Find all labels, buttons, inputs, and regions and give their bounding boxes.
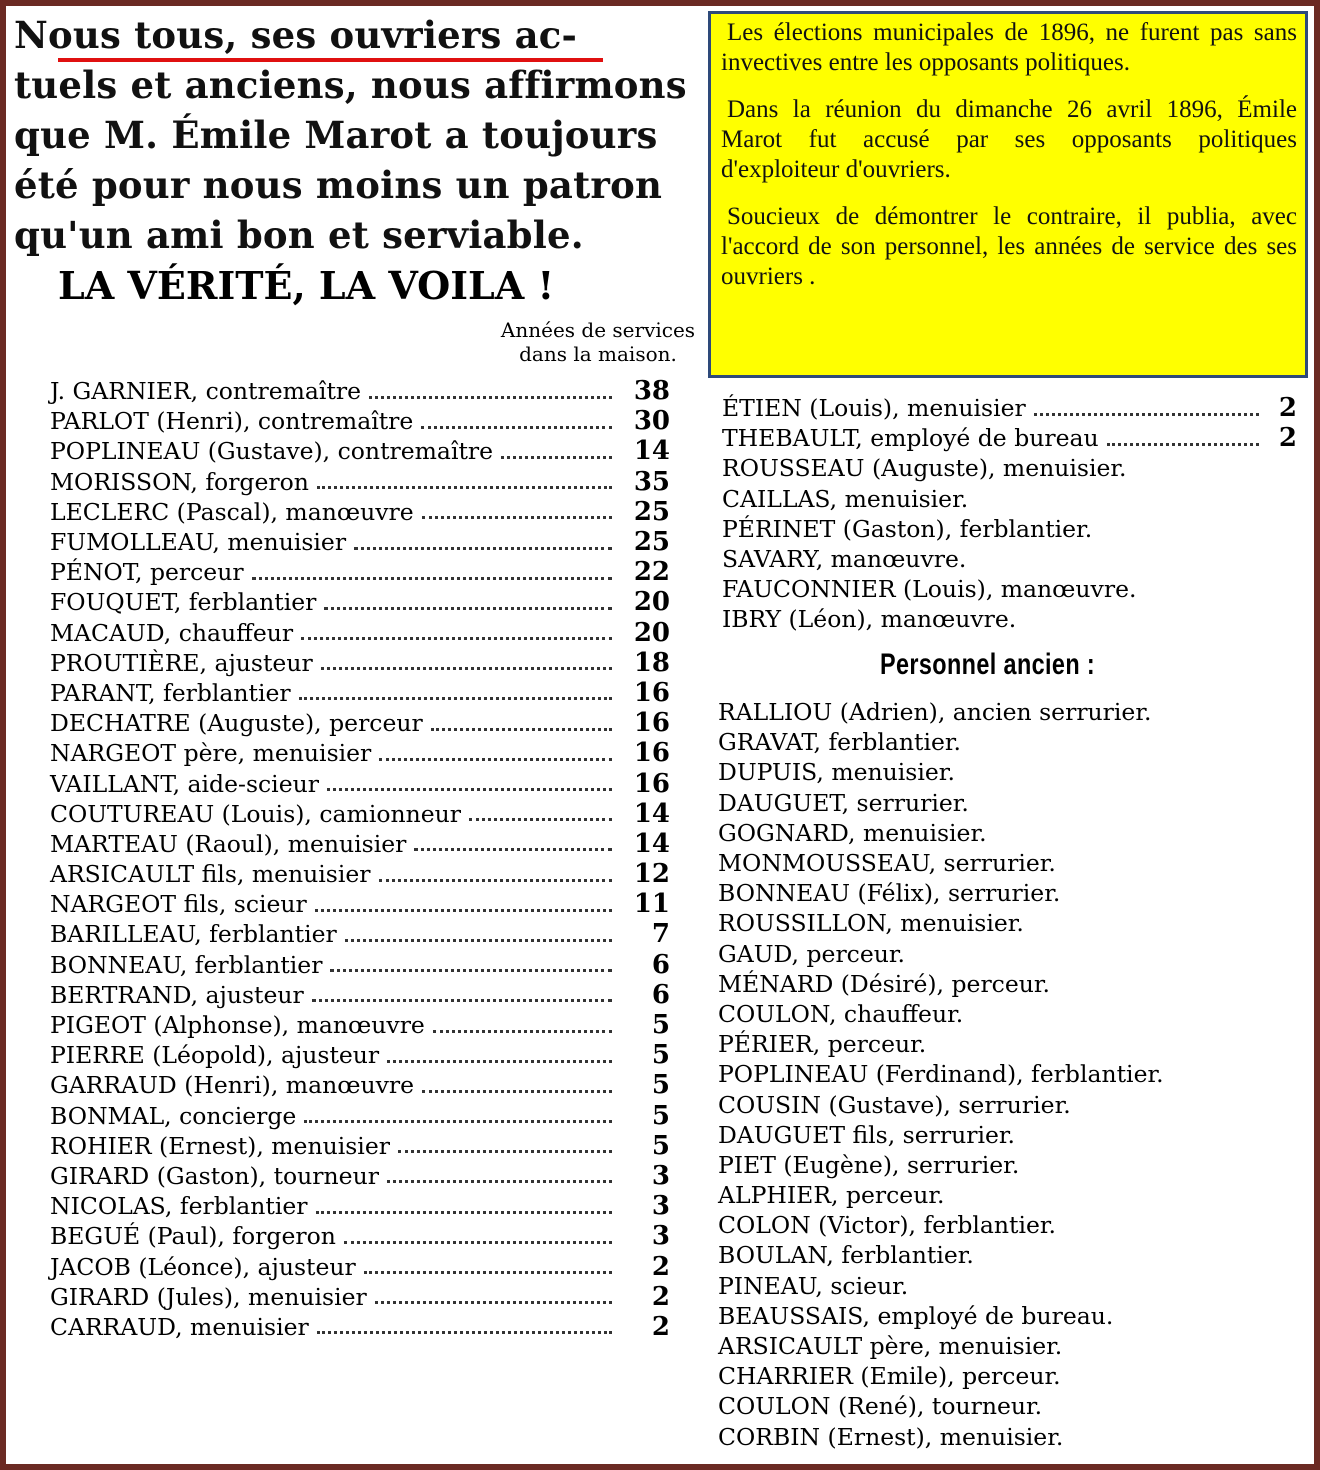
- worker-name: PARLOT (Henri), contremaître: [50, 407, 414, 436]
- worker-name: COULON, chauffeur.: [718, 999, 964, 1028]
- former-staff-heading: Personnel ancien :: [880, 648, 1096, 681]
- worker-row: [722, 484, 1297, 514]
- worker-row: [718, 1180, 1293, 1210]
- worker-name: ROHIER (Ernest), menuisier: [50, 1131, 390, 1160]
- worker-name: BEAUSSAIS, employé de bureau.: [718, 1301, 1114, 1330]
- leader-dots: [422, 516, 612, 519]
- worker-name: COULON (René), tourneur.: [718, 1392, 1043, 1421]
- leader-dots: [327, 788, 612, 791]
- worker-row: [722, 544, 1297, 574]
- intro-line: qu'un ami bon et serviable.: [14, 213, 584, 257]
- worker-years: 6: [651, 949, 670, 980]
- worker-name: ROUSSEAU (Auguste), menuisier.: [722, 454, 1127, 483]
- worker-row: [50, 859, 670, 889]
- worker-years: 18: [633, 647, 670, 678]
- worker-name: COLON (Victor), ferblantier.: [718, 1211, 1057, 1240]
- worker-row: [718, 1029, 1293, 1059]
- worker-name: THEBAULT, employé de bureau: [722, 424, 1099, 453]
- worker-row: [50, 1040, 670, 1070]
- worker-years: 25: [633, 496, 670, 527]
- worker-row: [718, 969, 1293, 999]
- worker-row: [50, 1221, 670, 1251]
- worker-row: [718, 1422, 1293, 1452]
- former-staff-list: [718, 697, 1293, 1452]
- intro-paragraph: [14, 10, 694, 260]
- leader-dots: [1107, 443, 1259, 446]
- info-box: [708, 11, 1308, 378]
- worker-row: [50, 1010, 670, 1040]
- leader-dots: [369, 396, 612, 399]
- worker-years: 30: [633, 406, 670, 437]
- worker-name: NICOLAS, ferblantier: [50, 1192, 308, 1221]
- worker-name: FAUCONNIER (Louis), manœuvre.: [722, 575, 1137, 604]
- worker-row: [50, 618, 670, 648]
- worker-name: GARRAUD (Henri), manœuvre: [50, 1071, 414, 1100]
- worker-row: [718, 1120, 1293, 1150]
- leader-dots: [301, 637, 612, 640]
- worker-name: MÉNARD (Désiré), perceur.: [718, 969, 1051, 998]
- worker-name: GAUD, perceur.: [718, 939, 906, 968]
- worker-years: 20: [633, 587, 670, 618]
- leader-dots: [364, 1271, 612, 1274]
- leader-dots: [387, 1060, 612, 1063]
- worker-row: [50, 587, 670, 617]
- worker-years: 16: [633, 738, 670, 769]
- worker-name: BEGUÉ (Paul), forgeron: [50, 1222, 336, 1251]
- leader-dots: [375, 1301, 612, 1304]
- worker-name: FUMOLLEAU, menuisier: [50, 528, 347, 557]
- worker-years: 14: [633, 436, 670, 467]
- leader-dots: [304, 1120, 612, 1123]
- worker-years: 11: [633, 889, 670, 920]
- worker-name: BONNEAU (Félix), serrurier.: [718, 879, 1061, 908]
- worker-name: CHARRIER (Emile), perceur.: [718, 1362, 1061, 1391]
- worker-row: [50, 557, 670, 587]
- worker-name: FOUQUET, ferblantier: [50, 588, 317, 617]
- leader-dots: [433, 1030, 612, 1033]
- worker-years: 16: [633, 677, 670, 708]
- worker-row: [718, 1391, 1293, 1421]
- worker-name: DAUGUET, serrurier.: [718, 788, 969, 817]
- worker-row: [50, 768, 670, 798]
- slogan-heading: LA VÉRITÉ, LA VOILA !: [58, 263, 555, 308]
- worker-row: [50, 1101, 670, 1131]
- worker-name: PARANT, ferblantier: [50, 678, 291, 707]
- worker-name: DAUGUET fils, serrurier.: [718, 1120, 1016, 1149]
- worker-row: [722, 423, 1297, 453]
- worker-row: [50, 497, 670, 527]
- info-paragraph: Soucieux de démontrer le contraire, il publia, avec l'accord de son personnel, les années de service des ses ouvriers .: [721, 203, 1297, 290]
- intro-line: que M. Émile Marot a toujours: [14, 113, 658, 157]
- worker-name: POPLINEAU (Ferdinand), ferblantier.: [718, 1060, 1164, 1089]
- worker-row: [50, 980, 670, 1010]
- worker-name: NARGEOT père, menuisier: [50, 739, 372, 768]
- worker-name: BOULAN, ferblantier.: [718, 1241, 974, 1270]
- leader-dots: [421, 426, 612, 429]
- worker-row: [718, 697, 1293, 727]
- leader-dots: [469, 818, 612, 821]
- leader-dots: [324, 607, 612, 610]
- worker-name: GIRARD (Jules), menuisier: [50, 1282, 367, 1311]
- leader-dots: [387, 1180, 612, 1183]
- worker-row: [50, 1312, 670, 1342]
- leader-dots: [379, 758, 612, 761]
- worker-years: 5: [651, 1070, 670, 1101]
- years-column-header: [498, 318, 698, 366]
- worker-years: 3: [651, 1191, 670, 1222]
- worker-name: NARGEOT fils, scieur: [50, 890, 307, 919]
- worker-years: 5: [651, 1010, 670, 1041]
- leader-dots: [398, 1150, 612, 1153]
- worker-row: [718, 1331, 1293, 1361]
- worker-name: PÉNOT, perceur: [50, 558, 244, 587]
- worker-name: BERTRAND, ajusteur: [50, 980, 304, 1009]
- worker-name: COUSIN (Gustave), serrurier.: [718, 1090, 1071, 1119]
- worker-name: J. GARNIER, contremaître: [50, 377, 362, 406]
- worker-row: [50, 1131, 670, 1161]
- worker-name: ALPHIER, perceur.: [718, 1181, 945, 1210]
- info-paragraph: Les élections municipales de 1896, ne furent pas sans invectives entre les opposants politiques.: [721, 19, 1297, 76]
- info-paragraph: Dans la réunion du dimanche 26 avril 1896, Émile Marot fut accusé par ses opposants politiques d'exploiteur d'ouvriers.: [721, 96, 1297, 183]
- worker-name: GOGNARD, menuisier.: [718, 818, 987, 847]
- leader-dots: [316, 1211, 612, 1214]
- leader-dots: [422, 1090, 612, 1093]
- worker-row: [50, 467, 670, 497]
- worker-row: [722, 604, 1297, 634]
- worker-name: VAILLANT, aide-scieur: [50, 769, 319, 798]
- worker-name: ÉTIEN (Louis), menuisier: [722, 394, 1026, 423]
- leader-dots: [379, 879, 612, 882]
- worker-row: [718, 1271, 1293, 1301]
- leader-dots: [414, 848, 612, 851]
- worker-row: [50, 648, 670, 678]
- leader-dots: [317, 1331, 612, 1334]
- worker-row: [718, 727, 1293, 757]
- leader-dots: [312, 999, 612, 1002]
- worker-name: MACAUD, chauffeur: [50, 618, 294, 647]
- current-workers-list-continued: [722, 393, 1297, 635]
- intro-line: Nous tous, ses ouvriers ac-: [14, 13, 578, 57]
- worker-years: 20: [633, 617, 670, 648]
- worker-name: PINEAU, scieur.: [718, 1271, 909, 1300]
- worker-row: [50, 376, 670, 406]
- worker-row: [50, 678, 670, 708]
- worker-years: 25: [633, 527, 670, 558]
- worker-name: ROUSSILLON, menuisier.: [718, 909, 1024, 938]
- worker-name: SAVARY, manœuvre.: [722, 545, 967, 574]
- leader-dots: [252, 577, 612, 580]
- worker-years: 14: [633, 798, 670, 829]
- worker-row: [722, 574, 1297, 604]
- worker-name: IBRY (Léon), manœuvre.: [722, 605, 1017, 634]
- worker-name: CAILLAS, menuisier.: [722, 484, 969, 513]
- worker-name: PIGEOT (Alphonse), manœuvre: [50, 1011, 425, 1040]
- worker-row: [718, 757, 1293, 787]
- worker-years: 38: [633, 376, 670, 407]
- worker-row: [718, 818, 1293, 848]
- worker-name: DUPUIS, menuisier.: [718, 758, 955, 787]
- worker-name: COUTUREAU (Louis), camionneur: [50, 799, 462, 828]
- worker-name: JACOB (Léonce), ajusteur: [50, 1252, 356, 1281]
- leader-dots: [330, 969, 612, 972]
- worker-name: PÉRINET (Gaston), ferblantier.: [722, 514, 1093, 543]
- worker-row: [50, 1070, 670, 1100]
- worker-name: RALLIOU (Adrien), ancien serrurier.: [718, 698, 1152, 727]
- worker-years: 2: [651, 1251, 670, 1282]
- worker-name: ARSICAULT père, menuisier.: [718, 1332, 1063, 1361]
- worker-name: MARTEAU (Raoul), menuisier: [50, 829, 407, 858]
- worker-years: 2: [651, 1281, 670, 1312]
- worker-name: MONMOUSSEAU, serrurier.: [718, 849, 1056, 878]
- worker-years: 7: [651, 919, 670, 950]
- worker-years: 35: [633, 466, 670, 497]
- worker-row: [50, 1191, 670, 1221]
- years-header-line: dans la maison.: [519, 342, 677, 366]
- worker-row: [50, 799, 670, 829]
- worker-row: [50, 889, 670, 919]
- worker-years: 14: [633, 828, 670, 859]
- worker-row: [718, 908, 1293, 938]
- leader-dots: [317, 486, 612, 489]
- intro-line: tuels et anciens, nous affirmons: [14, 63, 687, 107]
- worker-row: [50, 406, 670, 436]
- leader-dots: [299, 697, 612, 700]
- worker-row: [718, 999, 1293, 1029]
- leader-dots: [431, 728, 612, 731]
- worker-years: 2: [1278, 423, 1297, 454]
- worker-name: PÉRIER, perceur.: [718, 1030, 927, 1059]
- worker-years: 12: [633, 859, 670, 890]
- leader-dots: [501, 456, 612, 459]
- leader-dots: [354, 547, 612, 550]
- worker-row: [50, 436, 670, 466]
- worker-row: [718, 878, 1293, 908]
- worker-years: 3: [651, 1160, 670, 1191]
- worker-years: 5: [651, 1100, 670, 1131]
- worker-name: CARRAUD, menuisier: [50, 1312, 309, 1341]
- worker-row: [718, 1210, 1293, 1240]
- worker-name: MORISSON, forgeron: [50, 467, 309, 496]
- leader-dots: [345, 939, 612, 942]
- worker-row: [718, 848, 1293, 878]
- leader-dots: [321, 667, 612, 670]
- current-workers-list: [50, 376, 670, 1342]
- worker-row: [50, 738, 670, 768]
- worker-years: 16: [633, 768, 670, 799]
- worker-name: POPLINEAU (Gustave), contremaître: [50, 437, 494, 466]
- red-underline: [58, 58, 603, 62]
- worker-name: PIERRE (Léopold), ajusteur: [50, 1041, 380, 1070]
- leader-dots: [344, 1241, 612, 1244]
- worker-years: 2: [651, 1311, 670, 1342]
- worker-name: PIET (Eugène), serrurier.: [718, 1150, 1020, 1179]
- leader-dots: [315, 909, 612, 912]
- worker-name: GIRARD (Gaston), tourneur: [50, 1161, 379, 1190]
- worker-name: BONMAL, concierge: [50, 1101, 297, 1130]
- worker-row: [722, 393, 1297, 423]
- worker-name: DECHATRE (Auguste), perceur: [50, 709, 423, 738]
- worker-row: [50, 919, 670, 949]
- worker-years: 16: [633, 708, 670, 739]
- worker-row: [718, 1059, 1293, 1089]
- intro-line: été pour nous moins un patron: [14, 163, 663, 207]
- worker-name: LECLERC (Pascal), manœuvre: [50, 497, 414, 526]
- worker-name: BONNEAU, ferblantier: [50, 950, 323, 979]
- worker-row: [50, 829, 670, 859]
- leader-dots: [1034, 413, 1259, 416]
- years-header-line: Années de services: [500, 318, 696, 342]
- worker-row: [722, 514, 1297, 544]
- worker-row: [718, 939, 1293, 969]
- worker-row: [718, 1150, 1293, 1180]
- worker-row: [50, 708, 670, 738]
- worker-name: GRAVAT, ferblantier.: [718, 728, 962, 757]
- worker-row: [50, 1161, 670, 1191]
- worker-years: 2: [1278, 393, 1297, 424]
- worker-row: [50, 527, 670, 557]
- worker-row: [722, 453, 1297, 483]
- worker-name: BARILLEAU, ferblantier: [50, 920, 337, 949]
- worker-row: [50, 1282, 670, 1312]
- worker-years: 6: [651, 979, 670, 1010]
- worker-row: [50, 1251, 670, 1281]
- worker-years: 5: [651, 1130, 670, 1161]
- worker-years: 5: [651, 1040, 670, 1071]
- worker-name: ARSICAULT fils, menuisier: [50, 860, 371, 889]
- worker-row: [718, 1301, 1293, 1331]
- worker-row: [718, 1361, 1293, 1391]
- worker-row: [50, 950, 670, 980]
- worker-row: [718, 1240, 1293, 1270]
- worker-years: 3: [651, 1221, 670, 1252]
- worker-years: 22: [633, 557, 670, 588]
- worker-row: [718, 788, 1293, 818]
- worker-name: CORBIN (Ernest), menuisier.: [718, 1422, 1064, 1451]
- worker-row: [718, 1089, 1293, 1119]
- worker-name: PROUTIÈRE, ajusteur: [50, 648, 313, 677]
